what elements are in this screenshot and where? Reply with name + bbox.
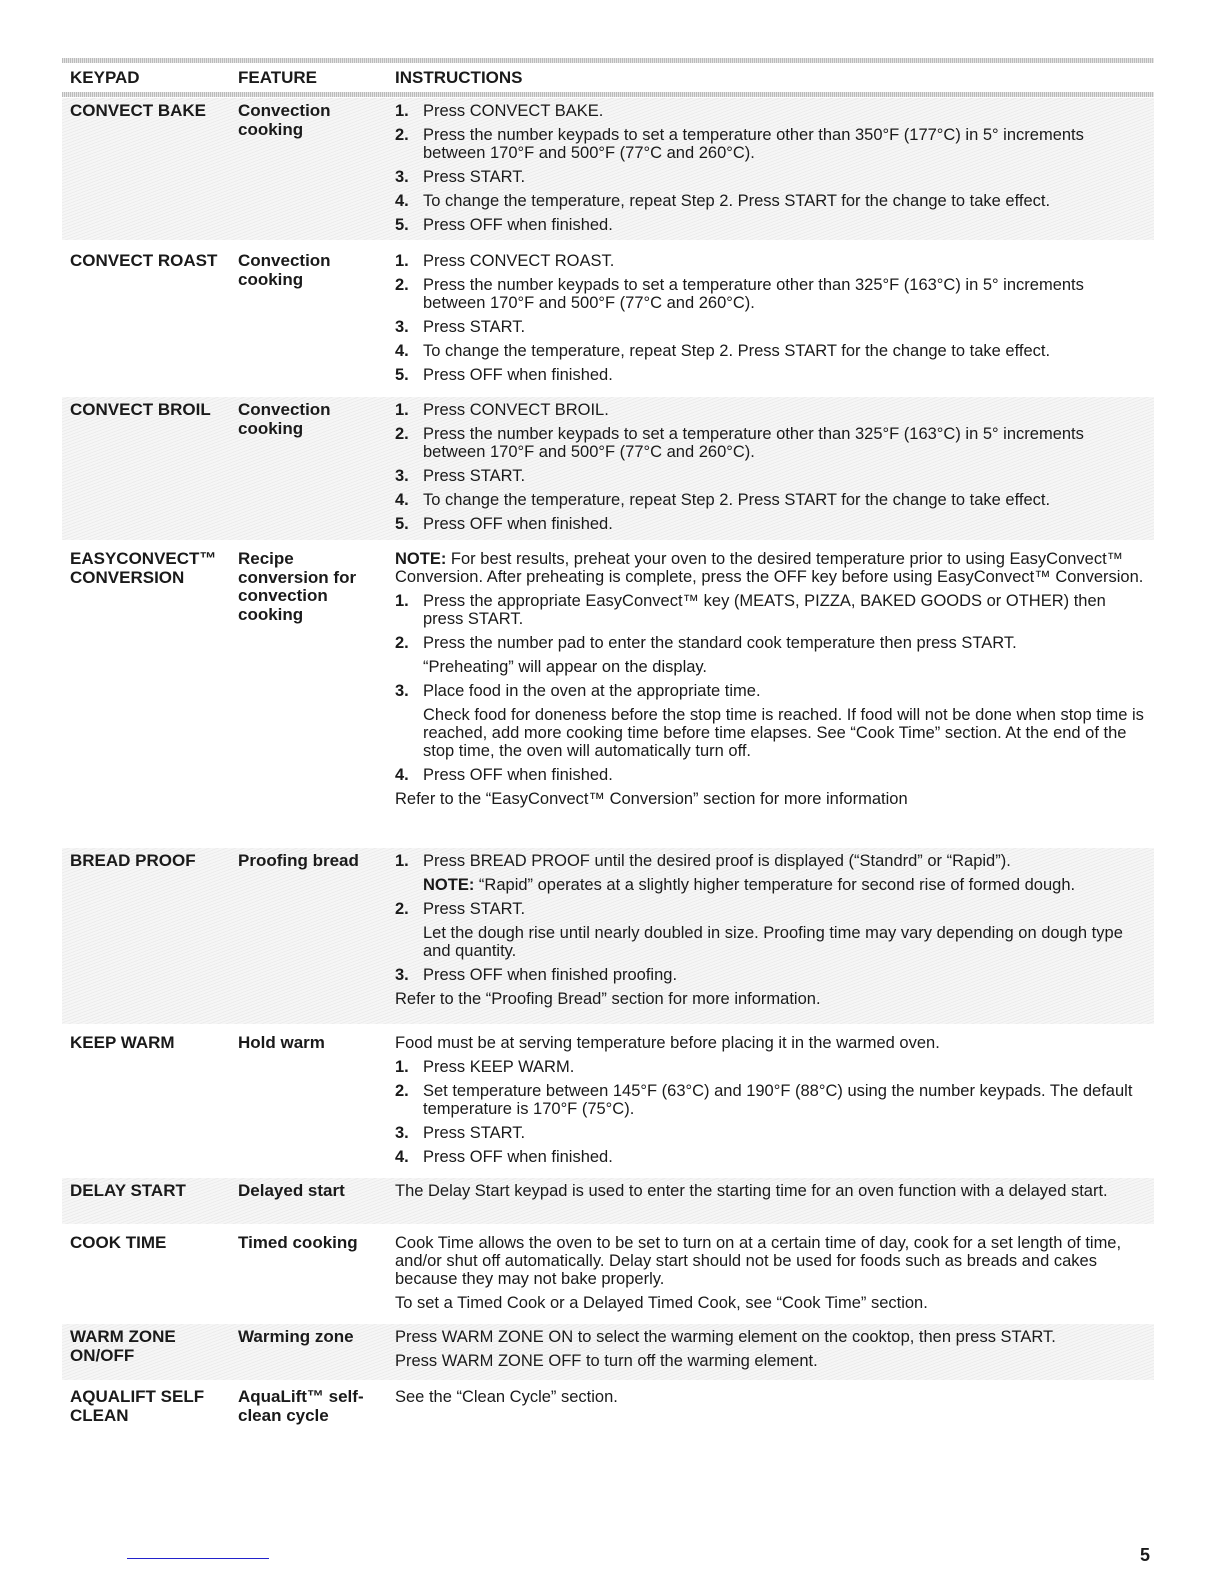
step-number: 1. [395, 592, 409, 610]
keypad-name: DELAY START [70, 1181, 186, 1200]
keypad-name: CONVECT ROAST [70, 251, 218, 270]
feature-name: AquaLift™ self-clean cycle [238, 1387, 364, 1425]
note-text: “Rapid” operates at a slightly higher temperature for second rise of formed dough. [474, 876, 1076, 894]
step-text: Press the number keypads to set a temperature other than 350°F (177°C) in 5° increments between 170°F and 500°F (77°C and 260°C). [423, 126, 1084, 162]
step-text: Press CONVECT BROIL. [423, 401, 609, 419]
feature-name: Delayed start [238, 1181, 345, 1200]
step-number: 3. [395, 168, 409, 186]
note-label: NOTE: [395, 550, 447, 568]
step-number: 2. [395, 1082, 409, 1100]
instruction-step [395, 467, 1147, 485]
paragraph-text: See the “Clean Cycle” section. [395, 1388, 618, 1406]
feature-name: Hold warm [238, 1033, 325, 1052]
step-text: Press BREAD PROOF until the desired proof is displayed (“Standrd” or “Rapid”). [423, 852, 1011, 870]
step-number: 2. [395, 634, 409, 652]
instructions [395, 1388, 1147, 1412]
paragraph-text: Cook Time allows the oven to be set to turn on at a certain time of day, cook for a set length of time, and/or shut off automatically. Delay start should not be used for foods such as breads and cakes because they may not bake properly. [395, 1234, 1122, 1288]
instruction-paragraph [395, 1328, 1147, 1346]
keypad-name: COOK TIME [70, 1233, 167, 1252]
table-row [62, 1178, 1154, 1224]
step-text: Set temperature between 145°F (63°C) and 190°F (88°C) using the number keypads. The default temperature is 170°F (75°C). [423, 1082, 1133, 1118]
note-text: For best results, preheat your oven to the desired temperature prior to using EasyConvect™ Conversion. After preheating is complete, press the OFF key before using EasyConvect™ Conversion. [395, 550, 1144, 586]
feature-name: Recipe conversion for convection cooking [238, 549, 357, 624]
instruction-step [395, 766, 1147, 784]
step-text: Press OFF when finished. [423, 515, 613, 533]
step-number: 4. [395, 491, 409, 509]
step-number: 1. [395, 852, 409, 870]
top-rule [62, 58, 1154, 63]
table-row [62, 1230, 1154, 1320]
feature-name: Warming zone [238, 1327, 354, 1346]
step-text: Press the appropriate EasyConvect™ key (MEATS, PIZZA, BAKED GOODS or OTHER) then press START. [423, 592, 1106, 628]
step-text: Press START. [423, 900, 526, 918]
page-number: 5 [1140, 1545, 1151, 1565]
instructions [395, 550, 1147, 814]
instruction-paragraph [395, 1182, 1147, 1200]
feature-name: Convection cooking [238, 251, 331, 289]
step-text: Press OFF when finished. [423, 1148, 613, 1166]
instructions [395, 852, 1147, 1014]
step-number: 1. [395, 401, 409, 419]
instructions [395, 252, 1147, 390]
step-number: 3. [395, 682, 409, 700]
instruction-paragraph [395, 990, 1147, 1008]
step-text: To change the temperature, repeat Step 2. Press START for the change to take effect. [423, 342, 1051, 360]
step-text: Press START. [423, 1124, 526, 1142]
keypad-name: KEEP WARM [70, 1033, 175, 1052]
keypad-name: AQUALIFT SELF CLEAN [70, 1387, 205, 1425]
paragraph-text: Press WARM ZONE OFF to turn off the warming element. [395, 1352, 818, 1370]
step-number: 1. [395, 252, 409, 270]
instruction-paragraph [395, 1388, 1147, 1406]
paragraph-text: The Delay Start keypad is used to enter the starting time for an oven function with a delayed start. [395, 1182, 1108, 1200]
table-row [62, 546, 1154, 844]
keypad-name: BREAD PROOF [70, 851, 196, 870]
instruction-step [395, 900, 1147, 918]
step-number: 5. [395, 216, 409, 234]
step-number: 2. [395, 900, 409, 918]
instruction-step [395, 252, 1147, 270]
header-keypad: KEYPAD [70, 68, 140, 87]
step-text: Press the number keypads to set a temperature other than 325°F (163°C) in 5° increments between 170°F and 500°F (77°C and 260°C). [423, 425, 1084, 461]
instruction-note [395, 876, 1147, 894]
step-text: Press START. [423, 467, 526, 485]
step-text: Press START. [423, 168, 526, 186]
instruction-step [395, 852, 1147, 870]
instruction-step [395, 966, 1147, 984]
instruction-note [395, 550, 1147, 586]
table-row [62, 248, 1154, 390]
step-number: 4. [395, 766, 409, 784]
step-number: 3. [395, 318, 409, 336]
instruction-detail [395, 706, 1147, 760]
instructions [395, 1328, 1147, 1376]
instruction-step [395, 491, 1147, 509]
paragraph-text: To set a Timed Cook or a Delayed Timed Cook, see “Cook Time” section. [395, 1294, 928, 1312]
step-text: Press the number pad to enter the standard cook temperature then press START. [423, 634, 1017, 652]
step-number: 5. [395, 366, 409, 384]
instruction-step [395, 1124, 1147, 1142]
instruction-paragraph [395, 1034, 1147, 1052]
step-number: 4. [395, 342, 409, 360]
step-text: Press OFF when finished. [423, 216, 613, 234]
instruction-step [395, 342, 1147, 360]
instruction-step [395, 682, 1147, 700]
feature-name: Proofing bread [238, 851, 359, 870]
step-text: Press the number keypads to set a temperature other than 325°F (163°C) in 5° increments between 170°F and 500°F (77°C and 260°C). [423, 276, 1084, 312]
step-text: Place food in the oven at the appropriate time. [423, 682, 761, 700]
blue-line [127, 1558, 269, 1559]
instruction-step [395, 634, 1147, 652]
feature-name: Timed cooking [238, 1233, 358, 1252]
table-row [62, 397, 1154, 540]
step-text: Press OFF when finished proofing. [423, 966, 678, 984]
header-instructions: INSTRUCTIONS [395, 68, 523, 87]
step-number: 4. [395, 1148, 409, 1166]
instructions [395, 1182, 1147, 1206]
step-number: 2. [395, 425, 409, 443]
instruction-detail [395, 924, 1147, 960]
instruction-step [395, 168, 1147, 186]
paragraph-text: Refer to the “Proofing Bread” section for more information. [395, 990, 821, 1008]
step-number: 2. [395, 126, 409, 144]
instruction-step [395, 425, 1147, 461]
keypad-name: WARM ZONE ON/OFF [70, 1327, 176, 1365]
instruction-step [395, 318, 1147, 336]
step-text: Press CONVECT BAKE. [423, 102, 604, 120]
step-number: 2. [395, 276, 409, 294]
step-number: 1. [395, 102, 409, 120]
instruction-paragraph [395, 1234, 1147, 1288]
keypad-name: CONVECT BAKE [70, 101, 207, 120]
feature-name: Convection cooking [238, 101, 331, 139]
detail-text: Let the dough rise until nearly doubled in size. Proofing time may vary depending on dough type and quantity. [423, 924, 1123, 960]
step-text: To change the temperature, repeat Step 2. Press START for the change to take effect. [423, 192, 1051, 210]
keypad-name: CONVECT BROIL [70, 400, 211, 419]
instruction-step [395, 276, 1147, 312]
detail-text: Check food for doneness before the stop time is reached. If food will not be done when stop time is reached, add more cooking time before time elapses. See “Cook Time” section. At the end of the stop time, the oven will automatically turn off. [423, 706, 1144, 760]
step-text: To change the temperature, repeat Step 2. Press START for the change to take effect. [423, 491, 1051, 509]
step-number: 3. [395, 966, 409, 984]
instruction-step [395, 1058, 1147, 1076]
step-number: 3. [395, 467, 409, 485]
step-number: 5. [395, 515, 409, 533]
step-text: Press KEEP WARM. [423, 1058, 575, 1076]
detail-text: “Preheating” will appear on the display. [423, 658, 708, 676]
feature-name: Convection cooking [238, 400, 331, 438]
paragraph-text: Press WARM ZONE ON to select the warming element on the cooktop, then press START. [395, 1328, 1056, 1346]
step-text: Press OFF when finished. [423, 366, 613, 384]
instruction-paragraph [395, 1352, 1147, 1370]
instruction-step [395, 1082, 1147, 1118]
paragraph-text: Food must be at serving temperature before placing it in the warmed oven. [395, 1034, 940, 1052]
instruction-step [395, 401, 1147, 419]
step-text: Press START. [423, 318, 526, 336]
keypad-name: EASYCONVECT™ CONVERSION [70, 549, 217, 587]
table-row [62, 1324, 1154, 1380]
instruction-step [395, 592, 1147, 628]
table-row [62, 1030, 1154, 1174]
instruction-step [395, 216, 1147, 234]
table-row [62, 848, 1154, 1024]
instruction-step [395, 366, 1147, 384]
instruction-paragraph [395, 790, 1147, 808]
table-row [62, 98, 1154, 240]
instruction-step [395, 126, 1147, 162]
header-rule [62, 92, 1154, 97]
step-number: 4. [395, 192, 409, 210]
instruction-step [395, 515, 1147, 533]
instruction-step [395, 102, 1147, 120]
instructions [395, 1234, 1147, 1318]
instructions [395, 102, 1147, 240]
instructions [395, 1034, 1147, 1172]
instruction-step [395, 1148, 1147, 1166]
instruction-step [395, 192, 1147, 210]
paragraph-text: Refer to the “EasyConvect™ Conversion” section for more information [395, 790, 908, 808]
note-label: NOTE: [423, 876, 475, 894]
header-feature: FEATURE [238, 68, 318, 87]
step-text: Press CONVECT ROAST. [423, 252, 615, 270]
step-number: 1. [395, 1058, 409, 1076]
instruction-paragraph [395, 1294, 1147, 1312]
step-number: 3. [395, 1124, 409, 1142]
table-row [62, 1384, 1154, 1444]
instructions [395, 401, 1147, 539]
step-text: Press OFF when finished. [423, 766, 613, 784]
instruction-detail [395, 658, 1147, 676]
